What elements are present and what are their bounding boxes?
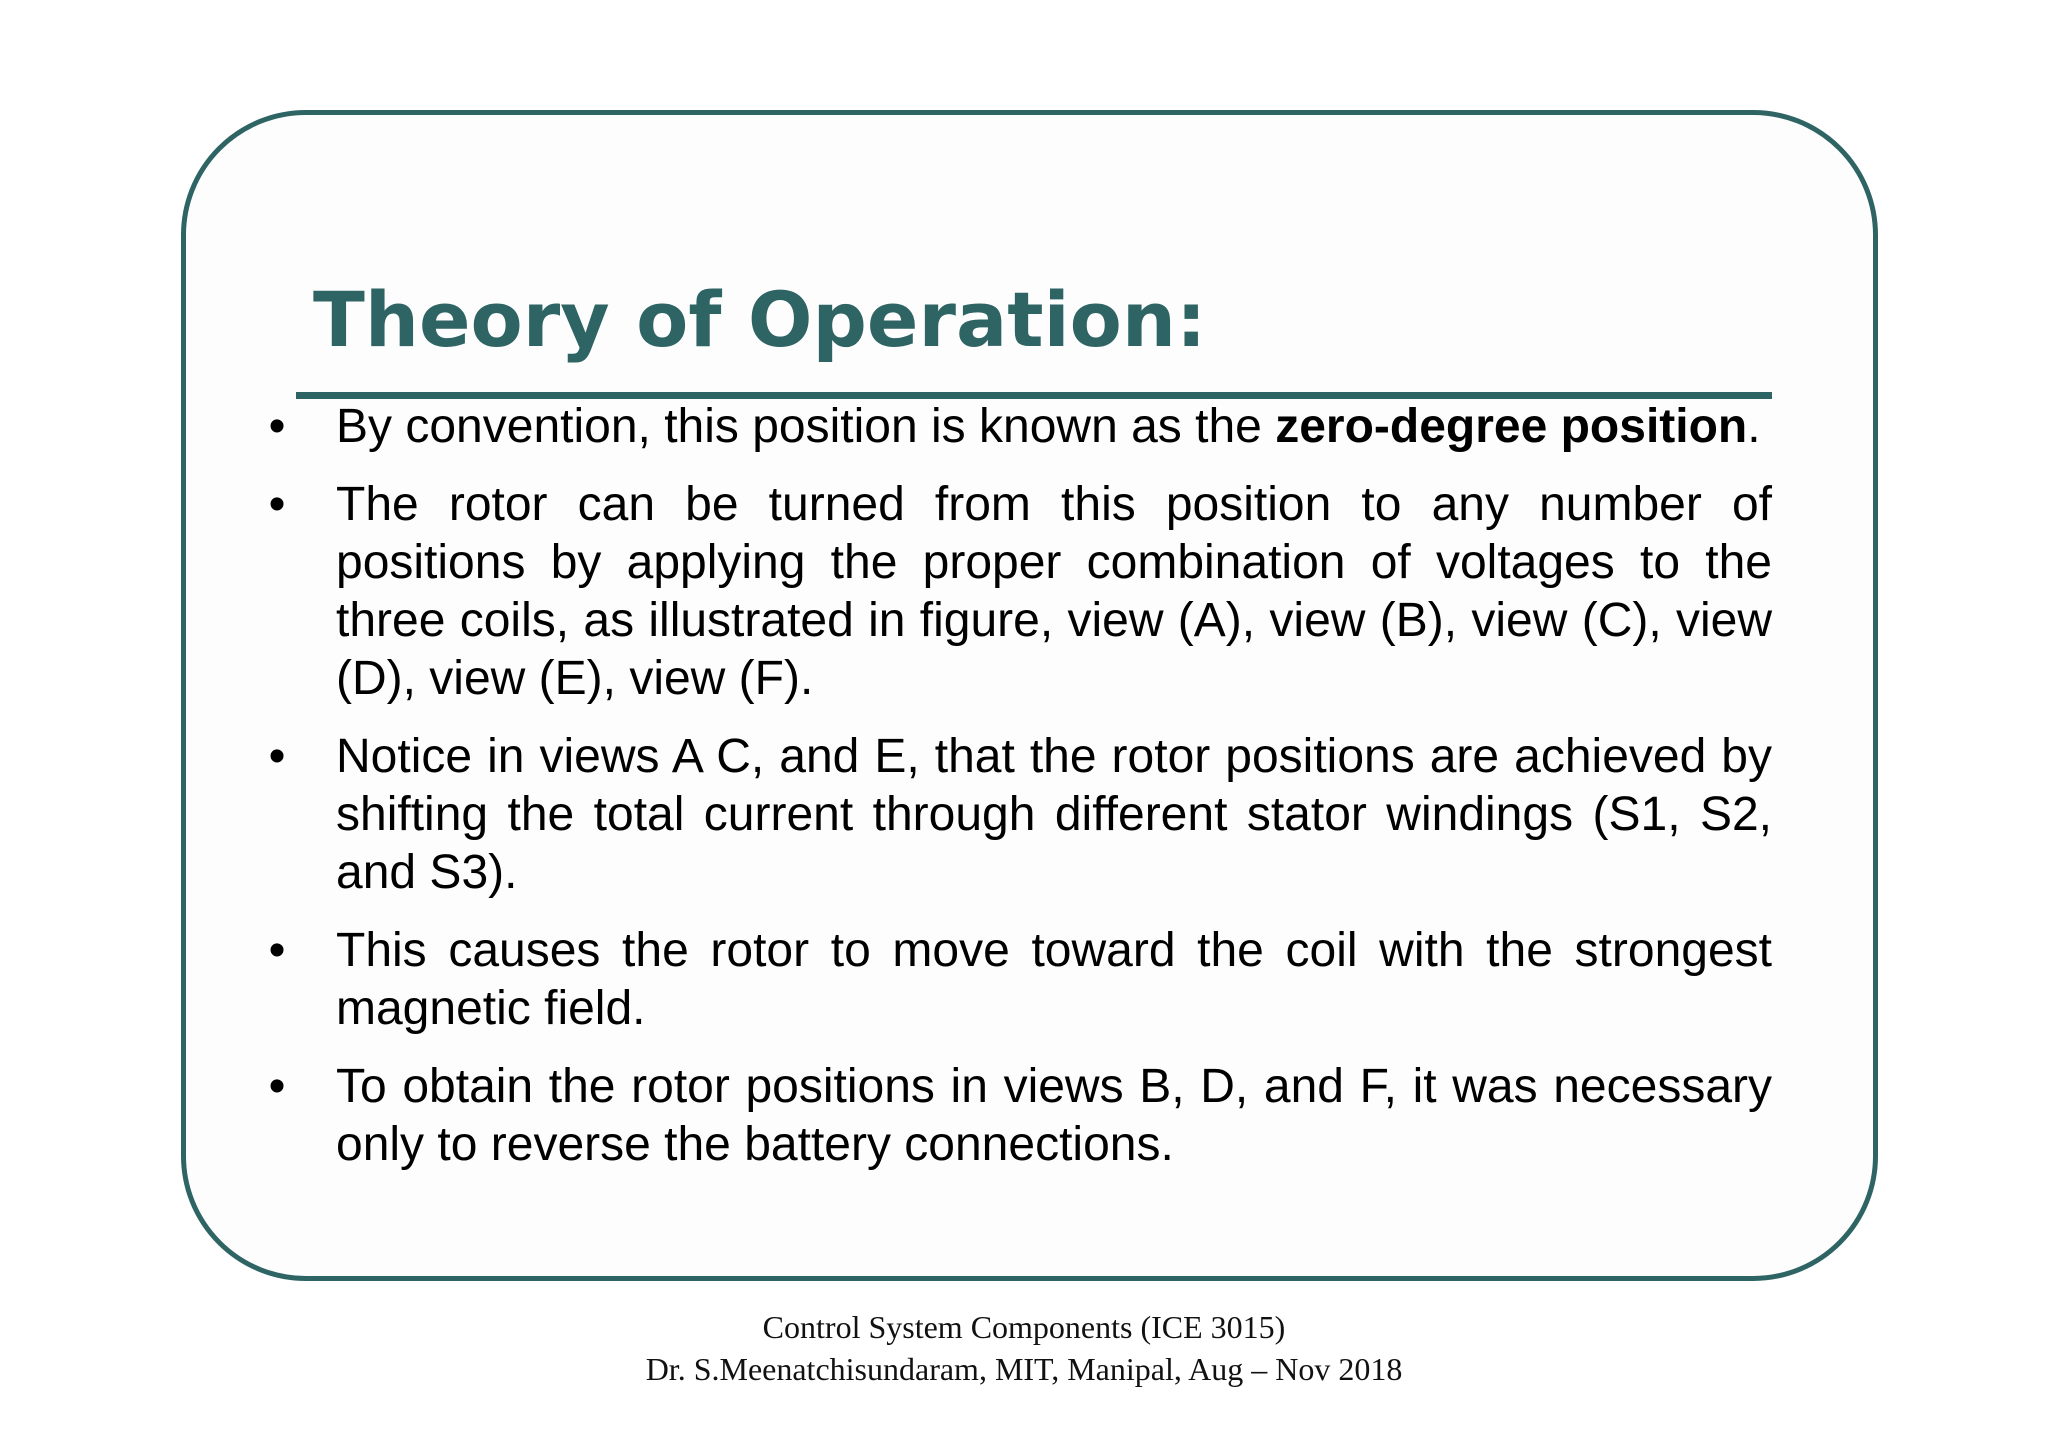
bullet-dot-icon: • (268, 478, 286, 531)
bullet-list (262, 398, 1772, 1194)
bullet-text: To obtain the rotor positions in views B, D, and F, it was necessary only to reverse the battery connections. (336, 1060, 1772, 1171)
bullet-item (262, 1058, 1772, 1174)
bullet-text: This causes the rotor to move toward the coil with the strongest magnetic field. (336, 924, 1772, 1035)
bullet-item (262, 476, 1772, 708)
slide-footer (0, 1306, 2048, 1390)
bullet-text: Notice in views A C, and E, that the rotor positions are achieved by shifting the total current through different stator windings (S1, S2, and S3). (336, 730, 1772, 899)
bullet-bold-term: zero-degree position (1275, 400, 1748, 453)
bullet-text-tail: . (1747, 400, 1761, 453)
bullet-item (262, 398, 1772, 456)
bullet-dot-icon: • (268, 924, 286, 977)
footer-course: Control System Components (ICE 3015) (762, 1309, 1286, 1345)
footer-author: Dr. S.Meenatchisundaram, MIT, Manipal, Aug – Nov 2018 (645, 1351, 1403, 1387)
slide-title: Theory of Operation: (313, 275, 1207, 364)
bullet-dot-icon: • (268, 730, 286, 783)
bullet-text: The rotor can be turned from this position to any number of positions by applying the proper combination of voltages to the three coils, as illustrated in figure, view (A), view (B), view (C), view (D), view (E), view (F). (336, 478, 1772, 705)
bullet-item (262, 922, 1772, 1038)
bullet-dot-icon: • (268, 400, 286, 453)
bullet-item (262, 728, 1772, 902)
bullet-text-lead: By convention, this position is known as the (336, 400, 1276, 453)
bullet-dot-icon: • (268, 1060, 286, 1113)
